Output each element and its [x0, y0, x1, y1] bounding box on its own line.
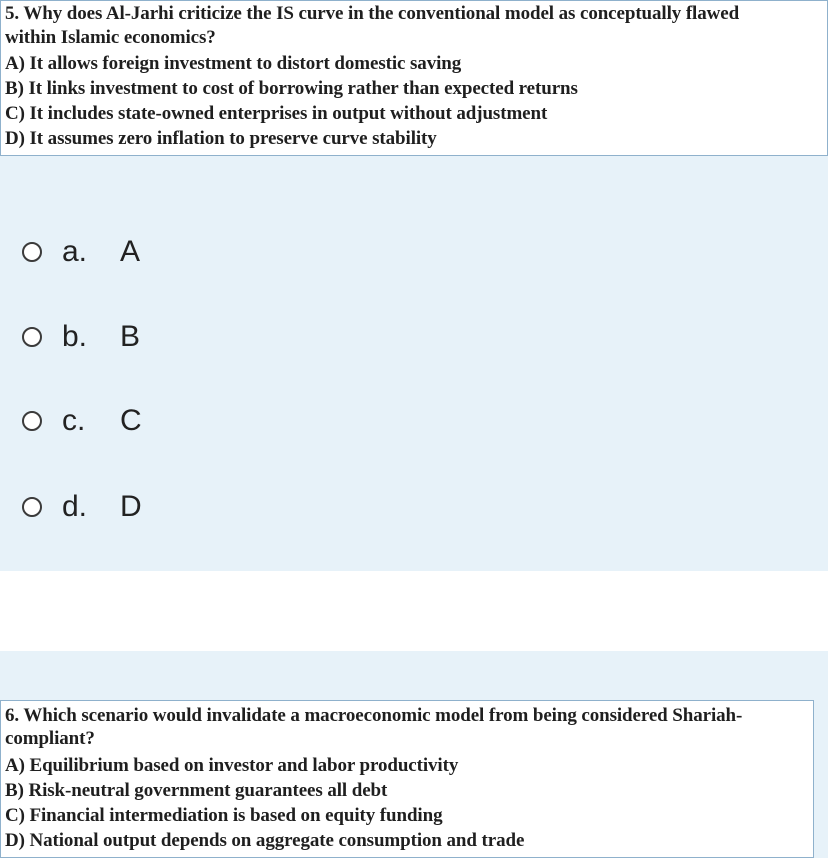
question-6-text-block: [0, 700, 814, 858]
question-5-text-block: [0, 0, 828, 156]
answer-text: D: [120, 490, 142, 523]
question-6-option-a: A) Equilibrium based on investor and labor productivity: [5, 755, 459, 776]
answer-letter: b.: [62, 320, 88, 353]
question-6-option-d: D) National output depends on aggregate consumption and trade: [5, 830, 525, 851]
question-6-option-c: C) Financial intermediation is based on equity funding: [5, 805, 443, 826]
answer-letter: d.: [62, 490, 88, 523]
answer-letter: c.: [62, 404, 86, 437]
radio-button-icon[interactable]: [22, 411, 42, 431]
panel-gap: [0, 571, 828, 651]
question-5-option-a: A) It allows foreign investment to distort domestic saving: [5, 53, 462, 74]
question-5-title-line-2: within Islamic economics?: [5, 27, 216, 48]
answer-text: B: [120, 320, 141, 353]
answer-option-b[interactable]: [22, 315, 140, 359]
radio-button-icon[interactable]: [22, 497, 42, 517]
question-5-title-line-1: 5. Why does Al-Jarhi criticize the IS curve in the conventional model as conceptually flawed: [5, 3, 740, 24]
question-6-title-line-2: compliant?: [5, 728, 95, 749]
radio-button-icon[interactable]: [22, 327, 42, 347]
answer-letter: a.: [62, 235, 88, 268]
question-6-option-b: B) Risk-neutral government guarantees all debt: [5, 780, 388, 801]
answer-option-c[interactable]: [22, 399, 142, 443]
radio-button-icon[interactable]: [22, 242, 42, 262]
question-5-option-d: D) It assumes zero inflation to preserve curve stability: [5, 128, 437, 149]
answer-option-a[interactable]: [22, 230, 140, 274]
question-6-title-line-1: 6. Which scenario would invalidate a macroeconomic model from being considered Shariah-: [5, 705, 743, 726]
answer-text: C: [120, 404, 142, 437]
question-5-option-c: C) It includes state-owned enterprises in output without adjustment: [5, 103, 548, 124]
answer-text: A: [120, 235, 141, 268]
question-5-option-b: B) It links investment to cost of borrowing rather than expected returns: [5, 78, 578, 99]
answer-option-d[interactable]: [22, 485, 142, 529]
